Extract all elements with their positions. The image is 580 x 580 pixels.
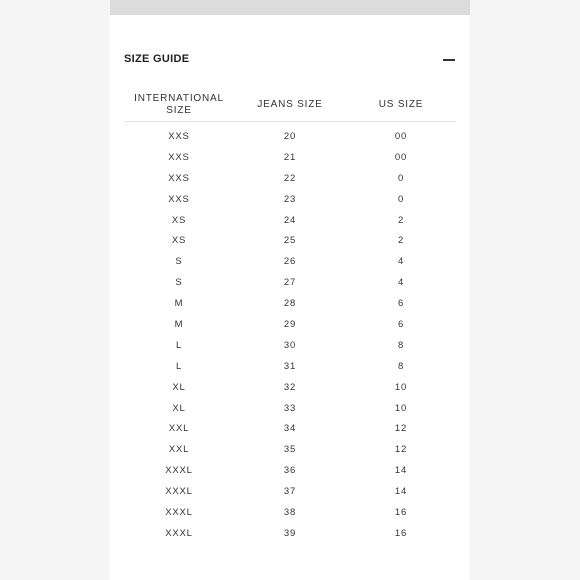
cell-international-size: M: [174, 298, 184, 310]
header-us-size: US SIZE: [346, 89, 456, 122]
table-row: [124, 356, 456, 377]
table-row: [124, 335, 456, 356]
cell-us-size: 12: [394, 444, 408, 456]
table-row: [124, 293, 456, 314]
cell-international-size: XXS: [168, 193, 190, 205]
cell-us-size: 0: [397, 193, 405, 205]
header-jeans-size: JEANS SIZE: [234, 89, 346, 122]
cell-jeans-size: 26: [283, 256, 297, 268]
table-row: [124, 147, 456, 168]
cell-jeans-size: 28: [283, 298, 297, 310]
cell-us-size: 4: [397, 277, 405, 289]
table-row: [124, 418, 456, 439]
table-row: [124, 439, 456, 460]
cell-jeans-size: 33: [283, 402, 297, 414]
cell-us-size: 00: [394, 151, 408, 163]
header-international-size: INTERNATIONAL SIZE: [124, 89, 234, 122]
table-row: [124, 230, 456, 251]
size-guide-panel: [110, 15, 470, 580]
cell-international-size: S: [175, 277, 183, 289]
table-row: [124, 122, 456, 147]
cell-jeans-size: 36: [283, 465, 297, 477]
cell-international-size: XS: [171, 235, 187, 247]
cell-jeans-size: 20: [283, 130, 297, 142]
table-row: [124, 251, 456, 272]
cell-international-size: XXS: [168, 151, 190, 163]
cell-international-size: S: [175, 256, 183, 268]
cell-international-size: L: [175, 360, 183, 372]
top-band: [110, 0, 470, 15]
table-row: [124, 377, 456, 398]
cell-us-size: 16: [394, 527, 408, 539]
cell-international-size: XXL: [168, 423, 190, 435]
cell-us-size: 14: [394, 486, 408, 498]
cell-jeans-size: 23: [283, 193, 297, 205]
cell-jeans-size: 25: [283, 235, 297, 247]
cell-international-size: XL: [172, 402, 186, 414]
cell-us-size: 8: [397, 339, 405, 351]
table-row: [124, 481, 456, 502]
cell-jeans-size: 30: [283, 339, 297, 351]
cell-international-size: XXXL: [165, 506, 193, 518]
cell-us-size: 8: [397, 360, 405, 372]
cell-jeans-size: 34: [283, 423, 297, 435]
cell-international-size: XXS: [168, 130, 190, 142]
cell-jeans-size: 32: [283, 381, 297, 393]
cell-us-size: 10: [394, 381, 408, 393]
cell-us-size: 0: [397, 172, 405, 184]
size-guide-title: SIZE GUIDE: [124, 53, 190, 65]
cell-international-size: XS: [171, 214, 187, 226]
cell-international-size: XXS: [168, 172, 190, 184]
table-row: [124, 523, 456, 544]
size-guide-header[interactable]: [124, 53, 456, 67]
table-row: [124, 168, 456, 189]
cell-jeans-size: 22: [283, 172, 297, 184]
table-row: [124, 502, 456, 523]
cell-jeans-size: 31: [283, 360, 297, 372]
cell-jeans-size: 27: [283, 277, 297, 289]
cell-jeans-size: 38: [283, 506, 297, 518]
table-row: [124, 398, 456, 419]
cell-us-size: 6: [397, 298, 405, 310]
cell-jeans-size: 35: [283, 444, 297, 456]
table-header-row: [124, 89, 456, 122]
cell-international-size: XXXL: [165, 486, 193, 498]
table-row: [124, 210, 456, 231]
cell-us-size: 2: [397, 235, 405, 247]
cell-us-size: 00: [394, 130, 408, 142]
cell-us-size: 16: [394, 506, 408, 518]
cell-jeans-size: 21: [283, 151, 297, 163]
size-table-body: [124, 122, 456, 544]
cell-international-size: XXXL: [165, 465, 193, 477]
cell-jeans-size: 39: [283, 527, 297, 539]
cell-us-size: 12: [394, 423, 408, 435]
cell-us-size: 2: [397, 214, 405, 226]
cell-international-size: M: [174, 318, 184, 330]
cell-us-size: 6: [397, 318, 405, 330]
cell-jeans-size: 29: [283, 318, 297, 330]
table-row: [124, 460, 456, 481]
cell-jeans-size: 24: [283, 214, 297, 226]
table-row: [124, 272, 456, 293]
cell-jeans-size: 37: [283, 486, 297, 498]
cell-us-size: 14: [394, 465, 408, 477]
minus-icon: [443, 59, 455, 61]
size-table: [124, 89, 456, 544]
cell-international-size: XXL: [168, 444, 190, 456]
cell-international-size: XL: [172, 381, 186, 393]
cell-us-size: 4: [397, 256, 405, 268]
cell-international-size: XXXL: [165, 527, 193, 539]
cell-international-size: L: [175, 339, 183, 351]
cell-us-size: 10: [394, 402, 408, 414]
collapse-button[interactable]: [442, 53, 456, 67]
table-row: [124, 189, 456, 210]
table-row: [124, 314, 456, 335]
